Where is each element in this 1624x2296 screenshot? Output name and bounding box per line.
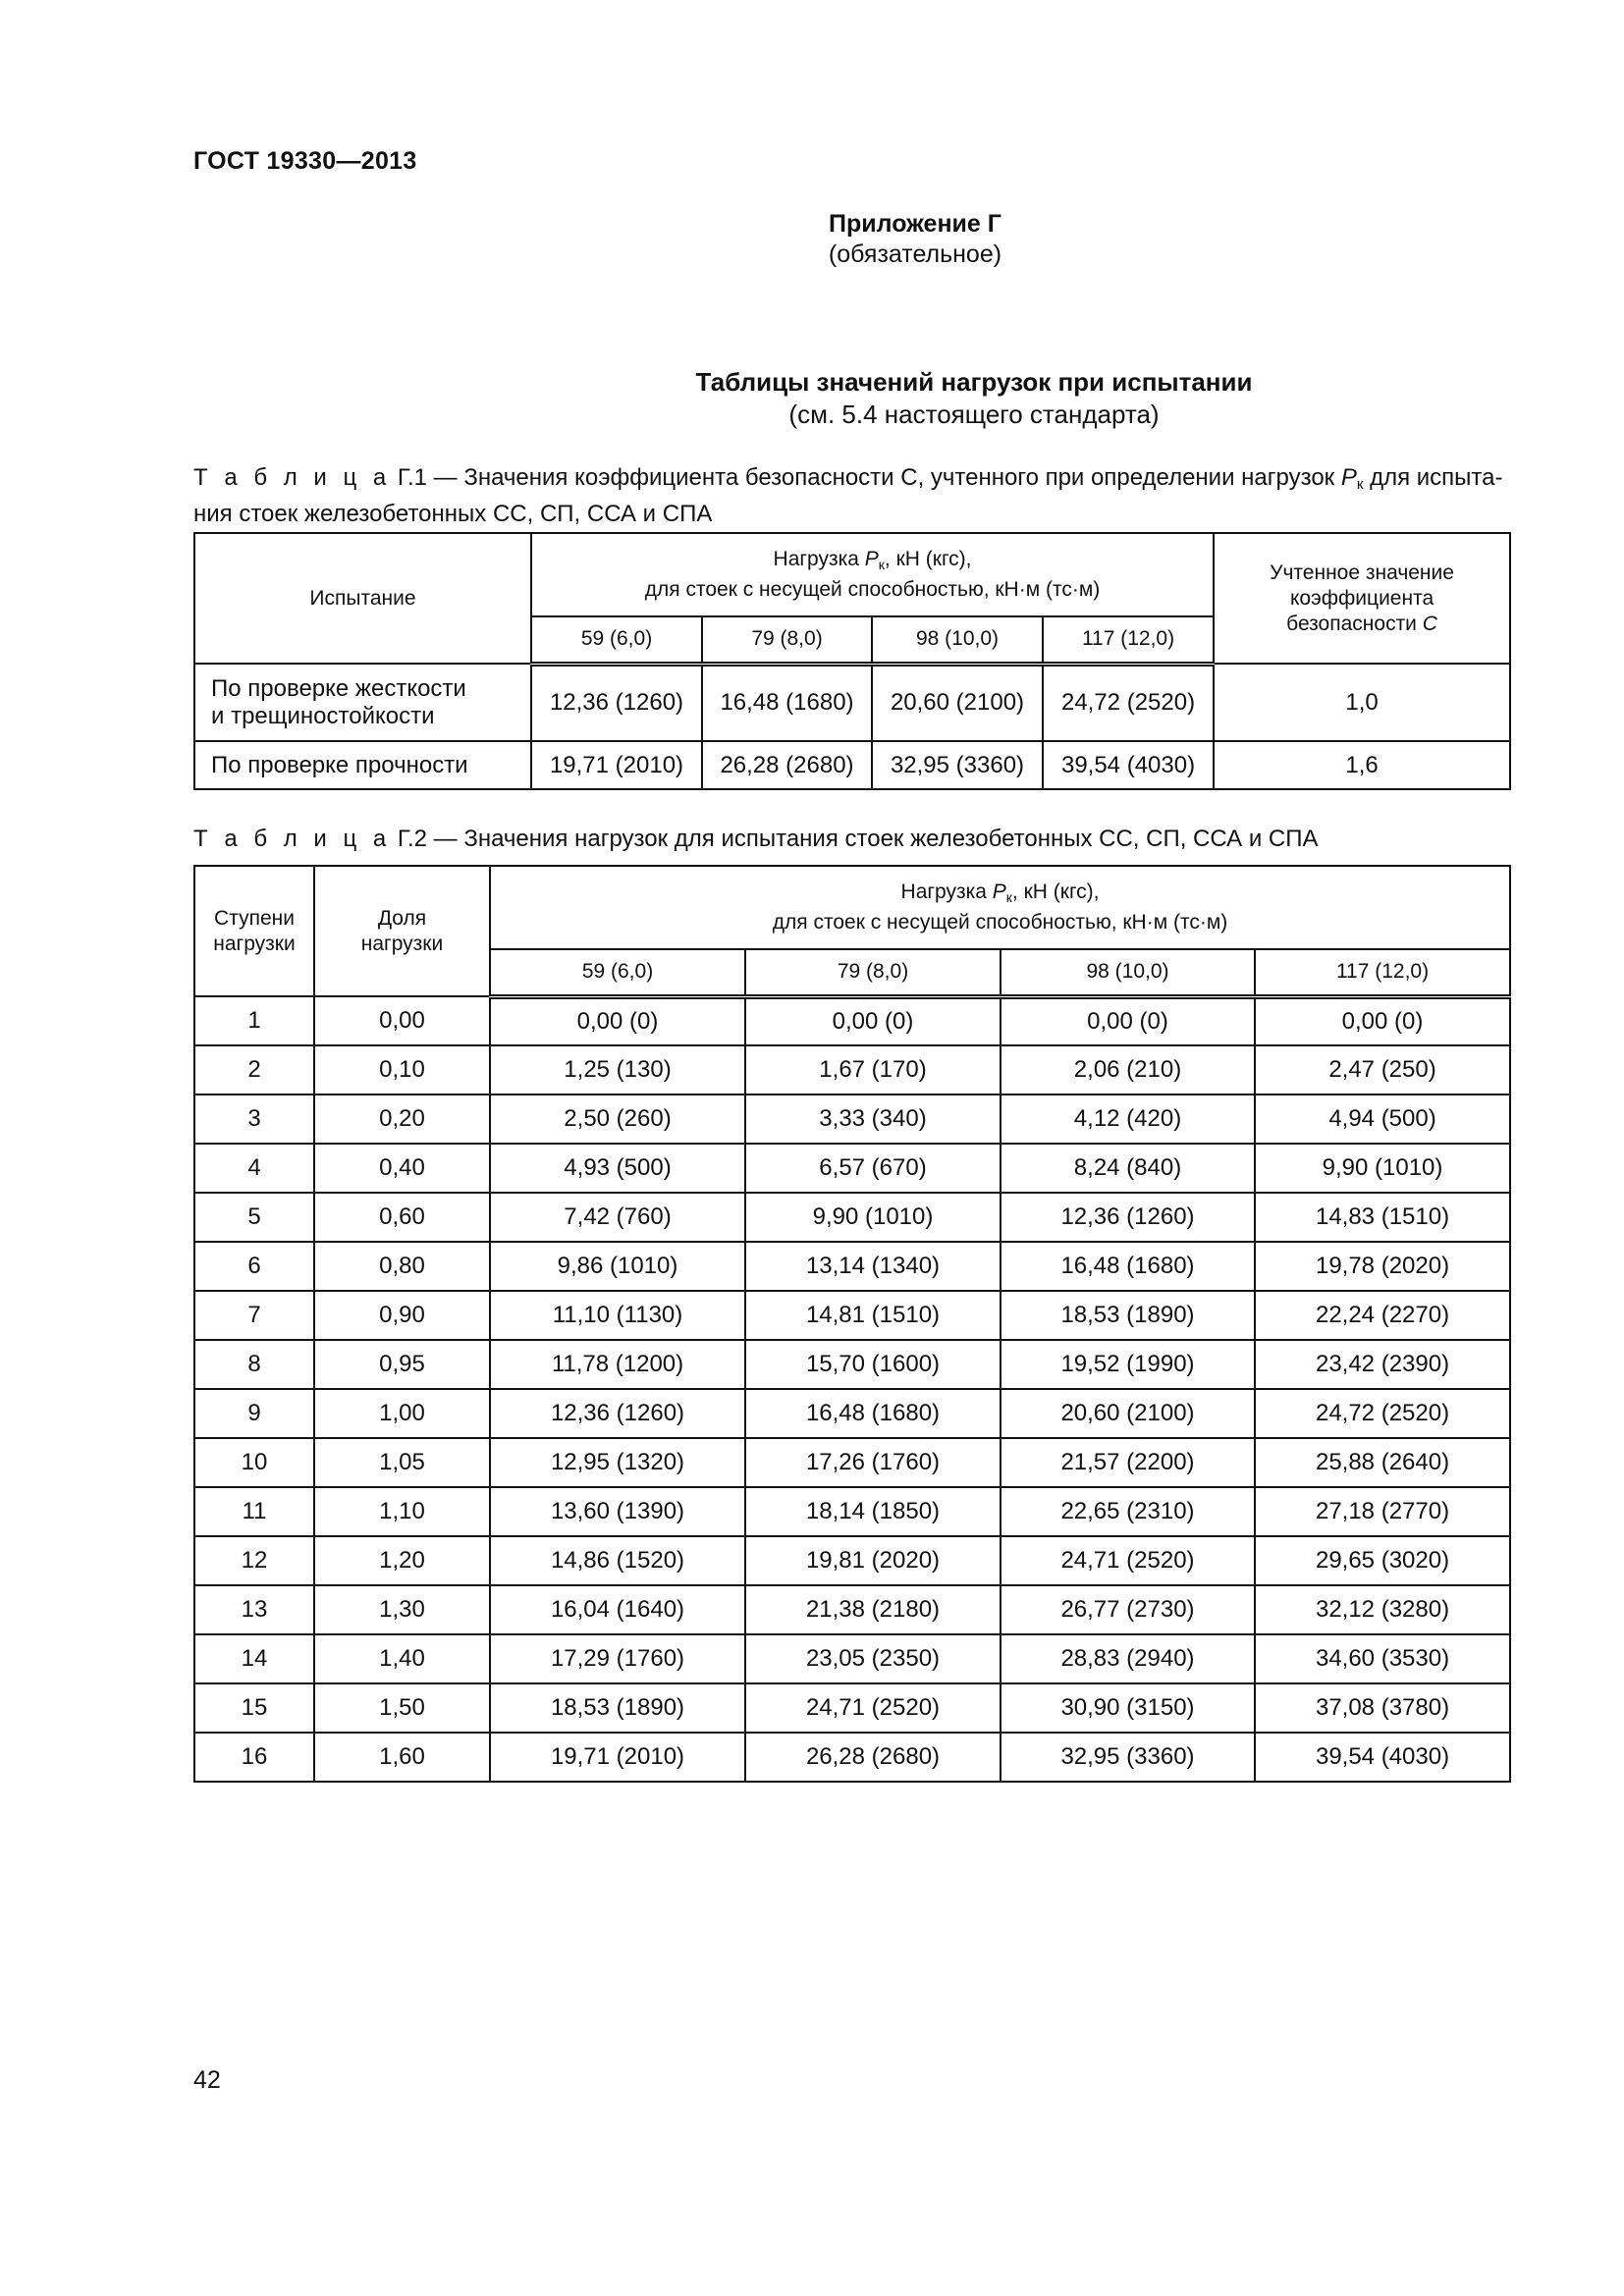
table2-col-share-line1: Доля bbox=[377, 906, 427, 930]
load-cell: 24,71 (2520) bbox=[1001, 1536, 1255, 1585]
load-cell: 0,00 (0) bbox=[745, 996, 1001, 1045]
table1-caption-tail: для испыта-ния стоек железобетонных СС, СП, ССА и СПА bbox=[193, 464, 1503, 527]
step-cell: 11 bbox=[194, 1487, 314, 1536]
table1-capacity-cell: 98 (10,0) bbox=[872, 616, 1043, 664]
table-row bbox=[194, 1438, 1510, 1487]
step-cell: 15 bbox=[194, 1683, 314, 1733]
step-cell: 1 bbox=[194, 996, 314, 1045]
step-cell: 6 bbox=[194, 1242, 314, 1291]
table2-caption-lead: Т а б л и ц а bbox=[193, 826, 392, 852]
load-cell: 0,00 (0) bbox=[1001, 996, 1255, 1045]
load-cell: 11,78 (1200) bbox=[490, 1340, 745, 1389]
load-cell: 11,10 (1130) bbox=[490, 1291, 745, 1340]
table1-cell: 12,36 (1260) bbox=[531, 664, 702, 741]
table1-load-header-pre: Нагрузка bbox=[773, 548, 865, 570]
load-cell: 39,54 (4030) bbox=[1255, 1733, 1510, 1782]
share-cell: 1,20 bbox=[314, 1536, 490, 1585]
table1-row-label-line1: По проверке жесткости bbox=[211, 674, 466, 702]
table2-col-step-line2: нагрузки bbox=[213, 932, 296, 955]
table1-coef-line2: коэффициента bbox=[1289, 586, 1435, 610]
load-cell: 26,28 (2680) bbox=[745, 1733, 1001, 1782]
table2-load-header-var: P bbox=[992, 881, 1006, 903]
step-cell: 12 bbox=[194, 1536, 314, 1585]
table2-load-header-sub: к bbox=[1005, 889, 1012, 905]
share-cell: 0,60 bbox=[314, 1193, 490, 1242]
load-cell: 32,12 (3280) bbox=[1255, 1585, 1510, 1634]
section-heading bbox=[0, 366, 1624, 431]
table1-coef-line3: безопасности bbox=[1286, 612, 1423, 635]
share-cell: 1,30 bbox=[314, 1585, 490, 1634]
appendix-heading bbox=[0, 209, 1624, 270]
table1-coef-cell: 1,6 bbox=[1214, 741, 1510, 789]
load-cell: 3,33 (340) bbox=[745, 1095, 1001, 1144]
table2-capacity-cell: 79 (8,0) bbox=[745, 949, 1001, 996]
table1-capacity-cell: 79 (8,0) bbox=[702, 616, 872, 664]
load-cell: 4,94 (500) bbox=[1255, 1095, 1510, 1144]
table2-col-share bbox=[314, 866, 490, 996]
step-cell: 9 bbox=[194, 1389, 314, 1438]
load-cell: 26,77 (2730) bbox=[1001, 1585, 1255, 1634]
load-cell: 2,06 (210) bbox=[1001, 1045, 1255, 1095]
load-cell: 13,14 (1340) bbox=[745, 1242, 1001, 1291]
load-cell: 2,47 (250) bbox=[1255, 1045, 1510, 1095]
share-cell: 0,95 bbox=[314, 1340, 490, 1389]
table1-caption-var: P bbox=[1340, 464, 1357, 491]
table1-cell: 39,54 (4030) bbox=[1043, 741, 1214, 789]
table1-cell: 20,60 (2100) bbox=[872, 664, 1043, 741]
table1-coef-line1: Учтенное значение bbox=[1270, 561, 1454, 584]
load-cell: 16,48 (1680) bbox=[1001, 1242, 1255, 1291]
table1-caption-sub: к bbox=[1356, 476, 1364, 493]
load-cell: 14,81 (1510) bbox=[745, 1291, 1001, 1340]
table2-load-header bbox=[490, 866, 1510, 949]
table1-cell: 24,72 (2520) bbox=[1043, 664, 1214, 741]
load-cell: 8,24 (840) bbox=[1001, 1144, 1255, 1193]
share-cell: 1,60 bbox=[314, 1733, 490, 1782]
step-cell: 3 bbox=[194, 1095, 314, 1144]
load-cell: 17,26 (1760) bbox=[745, 1438, 1001, 1487]
step-cell: 7 bbox=[194, 1291, 314, 1340]
load-cell: 12,36 (1260) bbox=[490, 1389, 745, 1438]
table1-load-header-var: P bbox=[864, 548, 879, 570]
section-title: Таблицы значений нагрузок при испытании bbox=[695, 367, 1253, 397]
table-row bbox=[194, 1585, 1510, 1634]
table1-load-header-line2: для стоек с несущей способностью, кН·м (тс·м) bbox=[644, 578, 1101, 601]
table-row bbox=[194, 1242, 1510, 1291]
load-cell: 0,00 (0) bbox=[1255, 996, 1510, 1045]
table2-col-share-line2: нагрузки bbox=[360, 932, 444, 955]
table1-row-label bbox=[194, 664, 531, 741]
load-cell: 21,38 (2180) bbox=[745, 1585, 1001, 1634]
load-cell: 14,83 (1510) bbox=[1255, 1193, 1510, 1242]
table-row bbox=[194, 1045, 1510, 1095]
load-cell: 22,24 (2270) bbox=[1255, 1291, 1510, 1340]
table1-row-label-line2: и трещиностойкости bbox=[211, 702, 435, 729]
table1-caption-text: Г.1 — Значения коэффициента безопасности С, учтенного при определении нагрузок bbox=[391, 464, 1341, 491]
load-cell: 17,29 (1760) bbox=[490, 1634, 745, 1683]
table-row bbox=[194, 1487, 1510, 1536]
table1-capacity-cell: 117 (12,0) bbox=[1043, 616, 1214, 664]
load-cell: 6,57 (670) bbox=[745, 1144, 1001, 1193]
table1-col-test: Испытание bbox=[194, 533, 531, 664]
load-cell: 16,04 (1640) bbox=[490, 1585, 745, 1634]
load-cell: 37,08 (3780) bbox=[1255, 1683, 1510, 1733]
step-cell: 2 bbox=[194, 1045, 314, 1095]
load-cell: 2,50 (260) bbox=[490, 1095, 745, 1144]
load-cell: 9,90 (1010) bbox=[745, 1193, 1001, 1242]
load-cell: 16,48 (1680) bbox=[745, 1389, 1001, 1438]
step-cell: 16 bbox=[194, 1733, 314, 1782]
table-row bbox=[194, 1291, 1510, 1340]
table2-load-header-post: , кН (кгс), bbox=[1011, 881, 1100, 903]
load-cell: 19,78 (2020) bbox=[1255, 1242, 1510, 1291]
table2-capacity-cell: 98 (10,0) bbox=[1001, 949, 1255, 996]
share-cell: 1,50 bbox=[314, 1683, 490, 1733]
share-cell: 0,40 bbox=[314, 1144, 490, 1193]
table-row bbox=[194, 1193, 1510, 1242]
share-cell: 0,00 bbox=[314, 996, 490, 1045]
document-id-header: ГОСТ 19330—2013 bbox=[193, 147, 417, 175]
load-cell: 19,71 (2010) bbox=[490, 1733, 745, 1782]
table-row bbox=[194, 1095, 1510, 1144]
load-cell: 21,57 (2200) bbox=[1001, 1438, 1255, 1487]
section-subtitle: (см. 5.4 настоящего стандарта) bbox=[788, 400, 1160, 429]
load-cell: 24,71 (2520) bbox=[745, 1683, 1001, 1733]
load-cell: 7,42 (760) bbox=[490, 1193, 745, 1242]
load-cell: 30,90 (3150) bbox=[1001, 1683, 1255, 1733]
share-cell: 0,90 bbox=[314, 1291, 490, 1340]
load-cell: 19,52 (1990) bbox=[1001, 1340, 1255, 1389]
load-cell: 29,65 (3020) bbox=[1255, 1536, 1510, 1585]
table1-cell: 26,28 (2680) bbox=[702, 741, 872, 789]
table2-capacity-cell: 59 (6,0) bbox=[490, 949, 745, 996]
table1-cell: 16,48 (1680) bbox=[702, 664, 872, 741]
table1-load-header bbox=[531, 533, 1214, 616]
step-cell: 5 bbox=[194, 1193, 314, 1242]
load-cell: 19,81 (2020) bbox=[745, 1536, 1001, 1585]
table2-body bbox=[194, 996, 1510, 1782]
load-cell: 4,12 (420) bbox=[1001, 1095, 1255, 1144]
table2-load-header-pre: Нагрузка bbox=[900, 881, 993, 903]
table2-col-step-line1: Ступени bbox=[214, 906, 295, 930]
table-row bbox=[194, 1536, 1510, 1585]
share-cell: 1,00 bbox=[314, 1389, 490, 1438]
load-cell: 32,95 (3360) bbox=[1001, 1733, 1255, 1782]
appendix-subtitle: (обязательное) bbox=[828, 240, 1002, 268]
load-cell: 18,14 (1850) bbox=[745, 1487, 1001, 1536]
table-row bbox=[194, 996, 1510, 1045]
share-cell: 1,10 bbox=[314, 1487, 490, 1536]
step-cell: 8 bbox=[194, 1340, 314, 1389]
load-cell: 0,00 (0) bbox=[490, 996, 745, 1045]
table1-capacity-cell: 59 (6,0) bbox=[531, 616, 702, 664]
table1-load-header-post: , кН (кгс), bbox=[884, 548, 972, 570]
table1-coef-cell: 1,0 bbox=[1214, 664, 1510, 741]
load-cell: 23,42 (2390) bbox=[1255, 1340, 1510, 1389]
table2-load-header-line2: для стоек с несущей способностью, кН·м (тс·м) bbox=[772, 911, 1228, 934]
table2-caption bbox=[193, 825, 1509, 854]
table1-cell: 32,95 (3360) bbox=[872, 741, 1043, 789]
share-cell: 0,10 bbox=[314, 1045, 490, 1095]
table-row bbox=[194, 664, 1510, 741]
step-cell: 14 bbox=[194, 1634, 314, 1683]
load-cell: 4,93 (500) bbox=[490, 1144, 745, 1193]
table-row bbox=[194, 1683, 1510, 1733]
table2 bbox=[193, 865, 1511, 1783]
load-cell: 12,36 (1260) bbox=[1001, 1193, 1255, 1242]
table1 bbox=[193, 532, 1511, 790]
load-cell: 25,88 (2640) bbox=[1255, 1438, 1510, 1487]
step-cell: 10 bbox=[194, 1438, 314, 1487]
load-cell: 22,65 (2310) bbox=[1001, 1487, 1255, 1536]
table1-header-row bbox=[194, 533, 1510, 616]
share-cell: 1,40 bbox=[314, 1634, 490, 1683]
step-cell: 4 bbox=[194, 1144, 314, 1193]
table1-caption-lead: Т а б л и ц а bbox=[193, 464, 392, 491]
load-cell: 9,86 (1010) bbox=[490, 1242, 745, 1291]
table-row bbox=[194, 1340, 1510, 1389]
table-row bbox=[194, 1634, 1510, 1683]
load-cell: 12,95 (1320) bbox=[490, 1438, 745, 1487]
table2-header-row bbox=[194, 866, 1510, 949]
table1-load-header-sub: к bbox=[878, 557, 885, 572]
load-cell: 23,05 (2350) bbox=[745, 1634, 1001, 1683]
table1-coef-header bbox=[1214, 533, 1510, 664]
table1-cell: 19,71 (2010) bbox=[531, 741, 702, 789]
load-cell: 24,72 (2520) bbox=[1255, 1389, 1510, 1438]
load-cell: 14,86 (1520) bbox=[490, 1536, 745, 1585]
step-cell: 13 bbox=[194, 1585, 314, 1634]
load-cell: 13,60 (1390) bbox=[490, 1487, 745, 1536]
table-row bbox=[194, 1144, 1510, 1193]
table1-caption bbox=[193, 463, 1509, 529]
load-cell: 1,25 (130) bbox=[490, 1045, 745, 1095]
table2-capacity-cell: 117 (12,0) bbox=[1255, 949, 1510, 996]
load-cell: 28,83 (2940) bbox=[1001, 1634, 1255, 1683]
share-cell: 1,05 bbox=[314, 1438, 490, 1487]
load-cell: 34,60 (3530) bbox=[1255, 1634, 1510, 1683]
table-row bbox=[194, 1733, 1510, 1782]
load-cell: 27,18 (2770) bbox=[1255, 1487, 1510, 1536]
page-number: 42 bbox=[193, 2066, 221, 2094]
table2-col-step bbox=[194, 866, 314, 996]
appendix-title: Приложение Г bbox=[829, 210, 1001, 238]
table-row bbox=[194, 1389, 1510, 1438]
share-cell: 0,20 bbox=[314, 1095, 490, 1144]
load-cell: 18,53 (1890) bbox=[1001, 1291, 1255, 1340]
load-cell: 9,90 (1010) bbox=[1255, 1144, 1510, 1193]
table1-row-label: По проверке прочности bbox=[194, 741, 531, 789]
load-cell: 18,53 (1890) bbox=[490, 1683, 745, 1733]
table2-caption-text: Г.2 — Значения нагрузок для испытания стоек железобетонных СС, СП, ССА и СПА bbox=[391, 826, 1319, 852]
load-cell: 15,70 (1600) bbox=[745, 1340, 1001, 1389]
load-cell: 20,60 (2100) bbox=[1001, 1389, 1255, 1438]
table1-coef-var: C bbox=[1422, 612, 1437, 635]
table-row bbox=[194, 741, 1510, 789]
load-cell: 1,67 (170) bbox=[745, 1045, 1001, 1095]
share-cell: 0,80 bbox=[314, 1242, 490, 1291]
